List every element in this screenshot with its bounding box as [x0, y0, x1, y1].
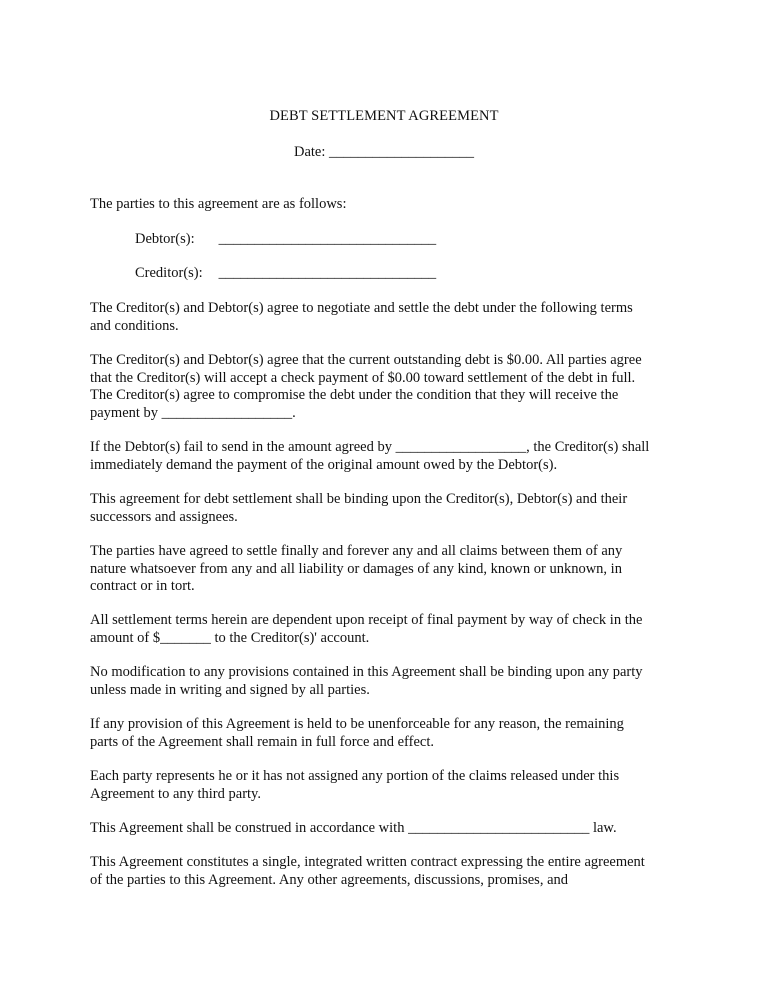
creditor-label: Creditor(s): [135, 265, 203, 281]
debtor-row [135, 231, 455, 249]
debtor-blank: ______________________________ [218, 231, 437, 247]
document-title: DEBT SETTLEMENT AGREEMENT [269, 108, 499, 124]
paragraph-outstanding-debt: The Creditor(s) and Debtor(s) agree that the current outstanding debt is $0.00. All parties agree that the Creditor(s) will accept a check payment of $0.00 toward settlement of the debt in full. The Creditor(s) agree to compromise the debt under the condition that they will receive the payment by __________________. [90, 352, 642, 421]
creditor-row [135, 265, 455, 283]
paragraph-no-assignment: Each party represents he or it has not assigned any portion of the claims released under this Agreement to any third party. [90, 768, 620, 802]
paragraph-release-claims: The parties have agreed to settle finally and forever any and all claims between them of any nature whatsoever from any and all liability or damages of any kind, known or unknown, in contract or in tort. [90, 543, 623, 594]
paragraph-entire-agreement: This Agreement constitutes a single, integrated written contract expressing the entire agreement of the parties to this Agreement. Any other agreements, discussions, promises, and [90, 854, 645, 888]
paragraph-failure-to-pay: If the Debtor(s) fail to send in the amount agreed by __________________, the Creditor(s) shall immediately demand the payment of the original amount owed by the Debtor(s). [90, 439, 650, 473]
paragraph-governing-law: This Agreement shall be construed in accordance with _________________________ law. [90, 820, 617, 836]
paragraph-final-payment: All settlement terms herein are dependent upon receipt of final payment by way of check in the amount of $_______ to the Creditor(s)' account. [90, 612, 643, 646]
debtor-label: Debtor(s): [135, 231, 195, 247]
date-line: Date: ____________________ [293, 144, 475, 160]
creditor-blank: ______________________________ [218, 265, 437, 281]
paragraph-severability: If any provision of this Agreement is held to be unenforceable for any reason, the remaining parts of the Agreement shall remain in full force and effect. [90, 716, 624, 750]
paragraph-binding: This agreement for debt settlement shall be binding upon the Creditor(s), Debtor(s) and their successors and assignees. [90, 491, 628, 525]
paragraph-terms: The Creditor(s) and Debtor(s) agree to negotiate and settle the debt under the following terms and conditions. [90, 300, 633, 334]
intro-text: The parties to this agreement are as follows: [90, 196, 347, 212]
paragraph-modification: No modification to any provisions contained in this Agreement shall be binding upon any party unless made in writing and signed by all parties. [90, 664, 643, 698]
